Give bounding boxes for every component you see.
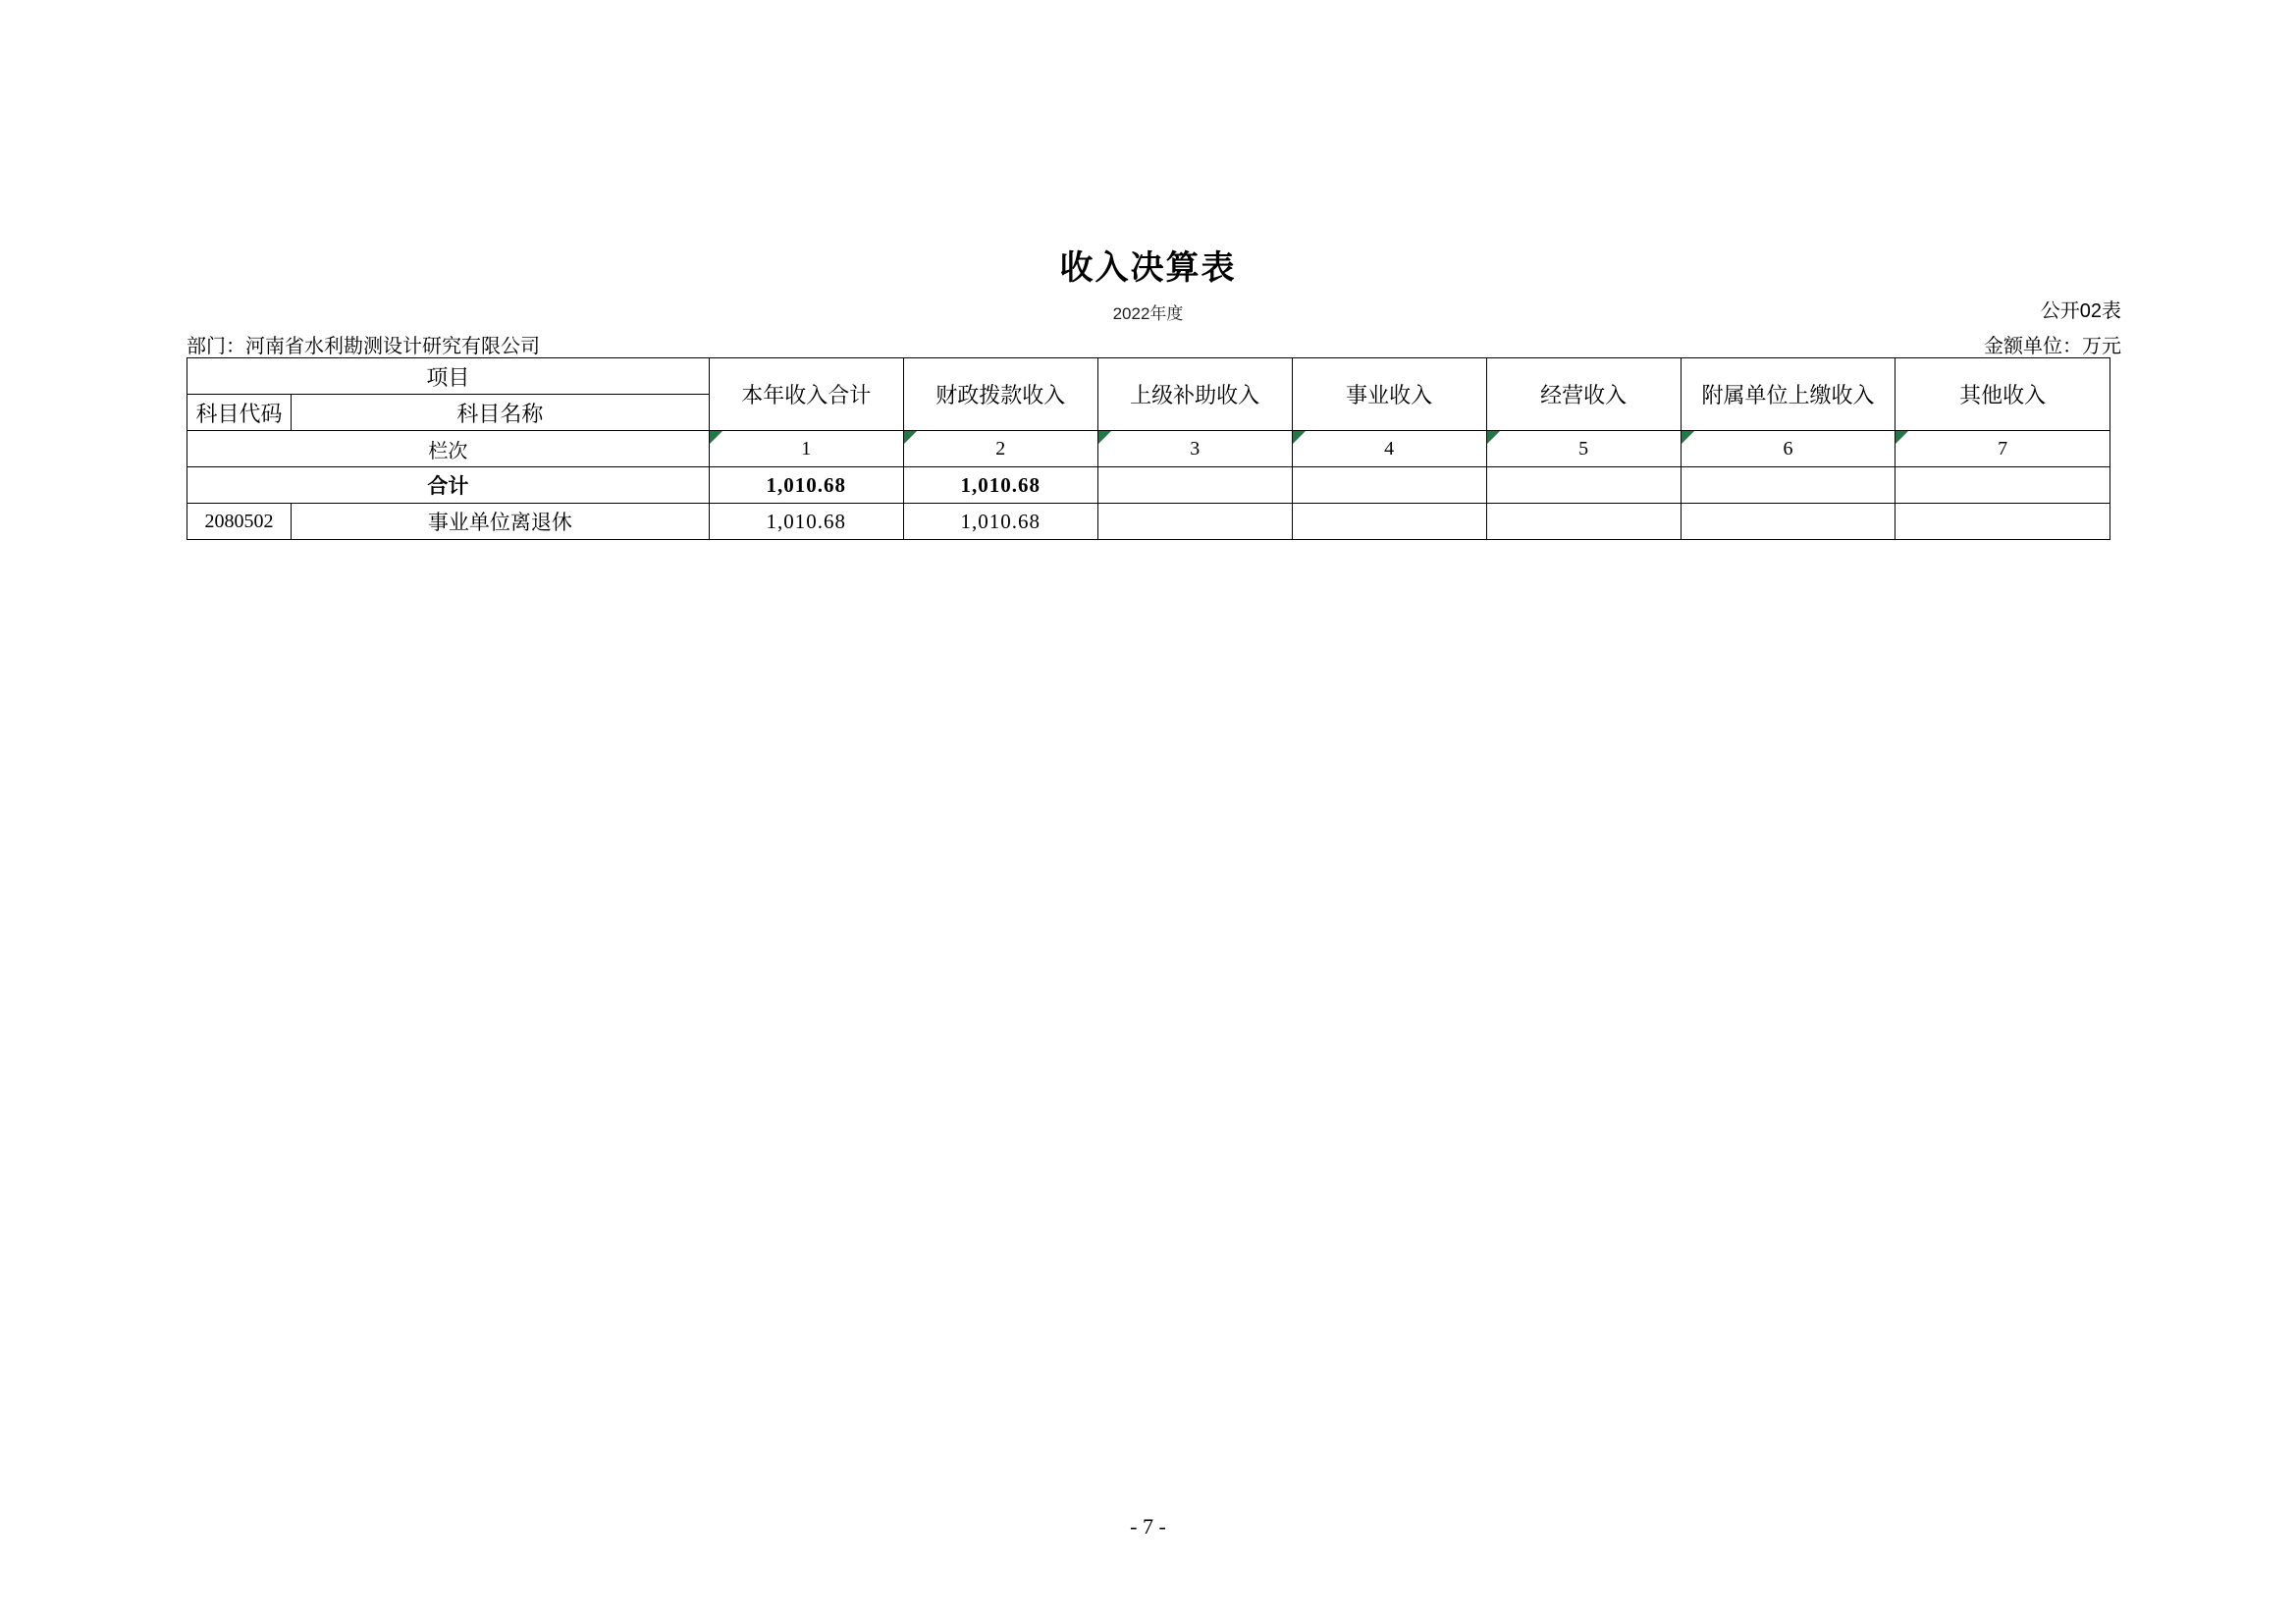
lane-number-5: 5 bbox=[1486, 431, 1681, 467]
total-label: 合计 bbox=[187, 467, 710, 504]
table-row bbox=[187, 504, 2110, 540]
page-title: 收入决算表 bbox=[1059, 249, 1237, 287]
total-value-5 bbox=[1486, 467, 1681, 504]
total-value-4 bbox=[1292, 467, 1486, 504]
col-header-affiliated-unit-payment: 附属单位上缴收入 bbox=[1681, 358, 1896, 431]
col-header-other-income: 其他收入 bbox=[1896, 358, 2110, 431]
total-value-7 bbox=[1896, 467, 2110, 504]
lane-number-1: 1 bbox=[709, 431, 903, 467]
row-value-5 bbox=[1486, 504, 1681, 540]
row-value-1: 1,010.68 bbox=[709, 504, 903, 540]
row-name: 事业单位离退休 bbox=[291, 504, 709, 540]
row-value-7 bbox=[1896, 504, 2110, 540]
col-header-subject-code: 科目代码 bbox=[187, 395, 292, 431]
page-number: - 7 - bbox=[1130, 1514, 1166, 1539]
row-value-2: 1,010.68 bbox=[903, 504, 1097, 540]
total-value-3 bbox=[1097, 467, 1292, 504]
lane-number-3: 3 bbox=[1097, 431, 1292, 467]
row-value-6 bbox=[1681, 504, 1896, 540]
page-subtitle: 2022年度 bbox=[1112, 304, 1184, 323]
col-header-subject-name: 科目名称 bbox=[291, 395, 709, 431]
income-final-accounts-table bbox=[187, 357, 2110, 540]
item-group-header: 项目 bbox=[187, 358, 710, 395]
col-header-business-income: 事业收入 bbox=[1292, 358, 1486, 431]
total-value-2: 1,010.68 bbox=[903, 467, 1097, 504]
total-value-6 bbox=[1681, 467, 1896, 504]
lane-number-4: 4 bbox=[1292, 431, 1486, 467]
row-code: 2080502 bbox=[187, 504, 292, 540]
department-line: 部门：河南省水利勘测设计研究有限公司 bbox=[187, 336, 540, 357]
total-value-1: 1,010.68 bbox=[709, 467, 903, 504]
lane-number-2: 2 bbox=[903, 431, 1097, 467]
col-header-operating-income: 经营收入 bbox=[1486, 358, 1681, 431]
form-number: 公开02表 bbox=[2040, 300, 2121, 322]
col-header-total: 本年收入合计 bbox=[709, 358, 903, 431]
table-header-group-row bbox=[187, 358, 2110, 395]
row-value-4 bbox=[1292, 504, 1486, 540]
amount-unit-line: 金额单位：万元 bbox=[1984, 336, 2121, 357]
col-header-fiscal-appropriation: 财政拨款收入 bbox=[903, 358, 1097, 431]
lane-row bbox=[187, 431, 2110, 467]
row-value-3 bbox=[1097, 504, 1292, 540]
table-row-total bbox=[187, 467, 2110, 504]
lane-number-6: 6 bbox=[1681, 431, 1896, 467]
col-header-superior-subsidy: 上级补助收入 bbox=[1097, 358, 1292, 431]
lane-label: 栏次 bbox=[187, 431, 710, 467]
lane-number-7: 7 bbox=[1896, 431, 2110, 467]
